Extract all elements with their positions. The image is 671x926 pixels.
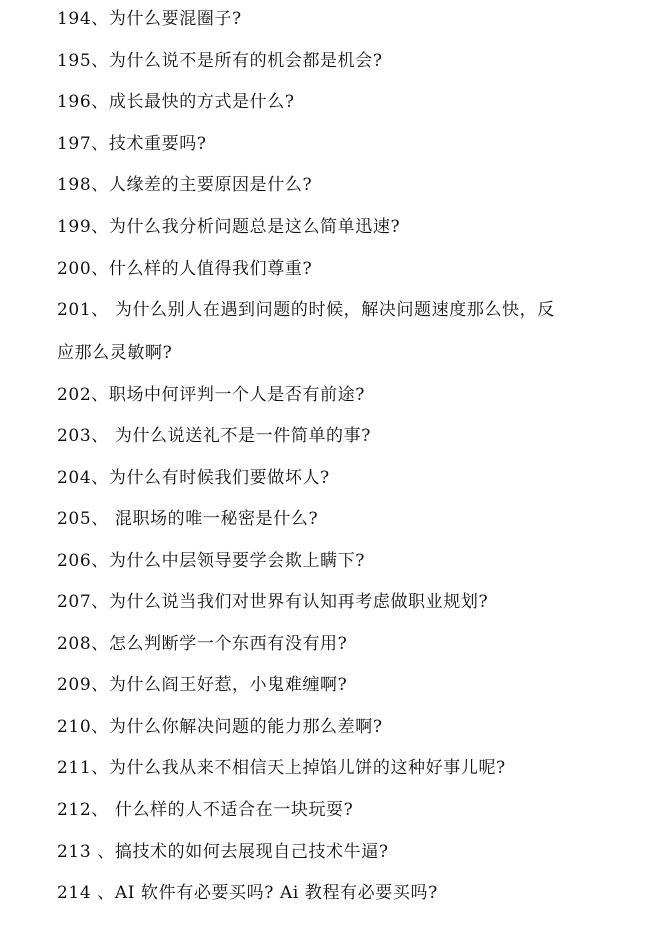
question-line-201-continued: 应那么灵敏啊? (57, 343, 173, 363)
question-line-197: 197、技术重要吗? (57, 134, 207, 154)
question-line-204: 204、为什么有时候我们要做坏人? (57, 468, 330, 488)
question-line-214: 214 、AI 软件有必要买吗? Ai 教程有必要买吗? (57, 883, 438, 903)
question-line-209: 209、为什么阎王好惹，小鬼难缠啊? (57, 675, 348, 695)
question-line-198: 198、人缘差的主要原因是什么? (57, 175, 313, 195)
question-line-212: 212、 什么样的人不适合在一块玩耍? (57, 800, 354, 820)
question-line-208: 208、怎么判断学一个东西有没有用? (57, 634, 348, 654)
question-line-207: 207、为什么说当我们对世界有认知再考虑做职业规划? (57, 592, 489, 612)
question-line-211: 211、为什么我从来不相信天上掉馅儿饼的这种好事儿呢? (57, 758, 506, 778)
question-line-210: 210、为什么你解决问题的能力那么差啊? (57, 717, 383, 737)
question-line-205: 205、 混职场的唯一秘密是什么? (57, 509, 319, 529)
question-line-194: 194、为什么要混圈子? (57, 9, 242, 29)
question-line-206: 206、为什么中层领导要学会欺上瞒下? (57, 551, 365, 571)
question-line-200: 200、什么样的人值得我们尊重? (57, 259, 313, 279)
question-line-213: 213 、搞技术的如何去展现自己技术牛逼? (57, 842, 389, 862)
question-line-202: 202、职场中何评判一个人是否有前途? (57, 385, 365, 405)
question-line-201: 201、 为什么别人在遇到问题的时候，解决问题速度那么快，反 (57, 300, 555, 320)
question-line-203: 203、 为什么说送礼不是一件简单的事? (57, 426, 371, 446)
question-line-199: 199、为什么我分析问题总是这么简单迅速? (57, 217, 401, 237)
question-line-195: 195、为什么说不是所有的机会都是机会? (57, 51, 383, 71)
question-line-196: 196、成长最快的方式是什么? (57, 92, 295, 112)
